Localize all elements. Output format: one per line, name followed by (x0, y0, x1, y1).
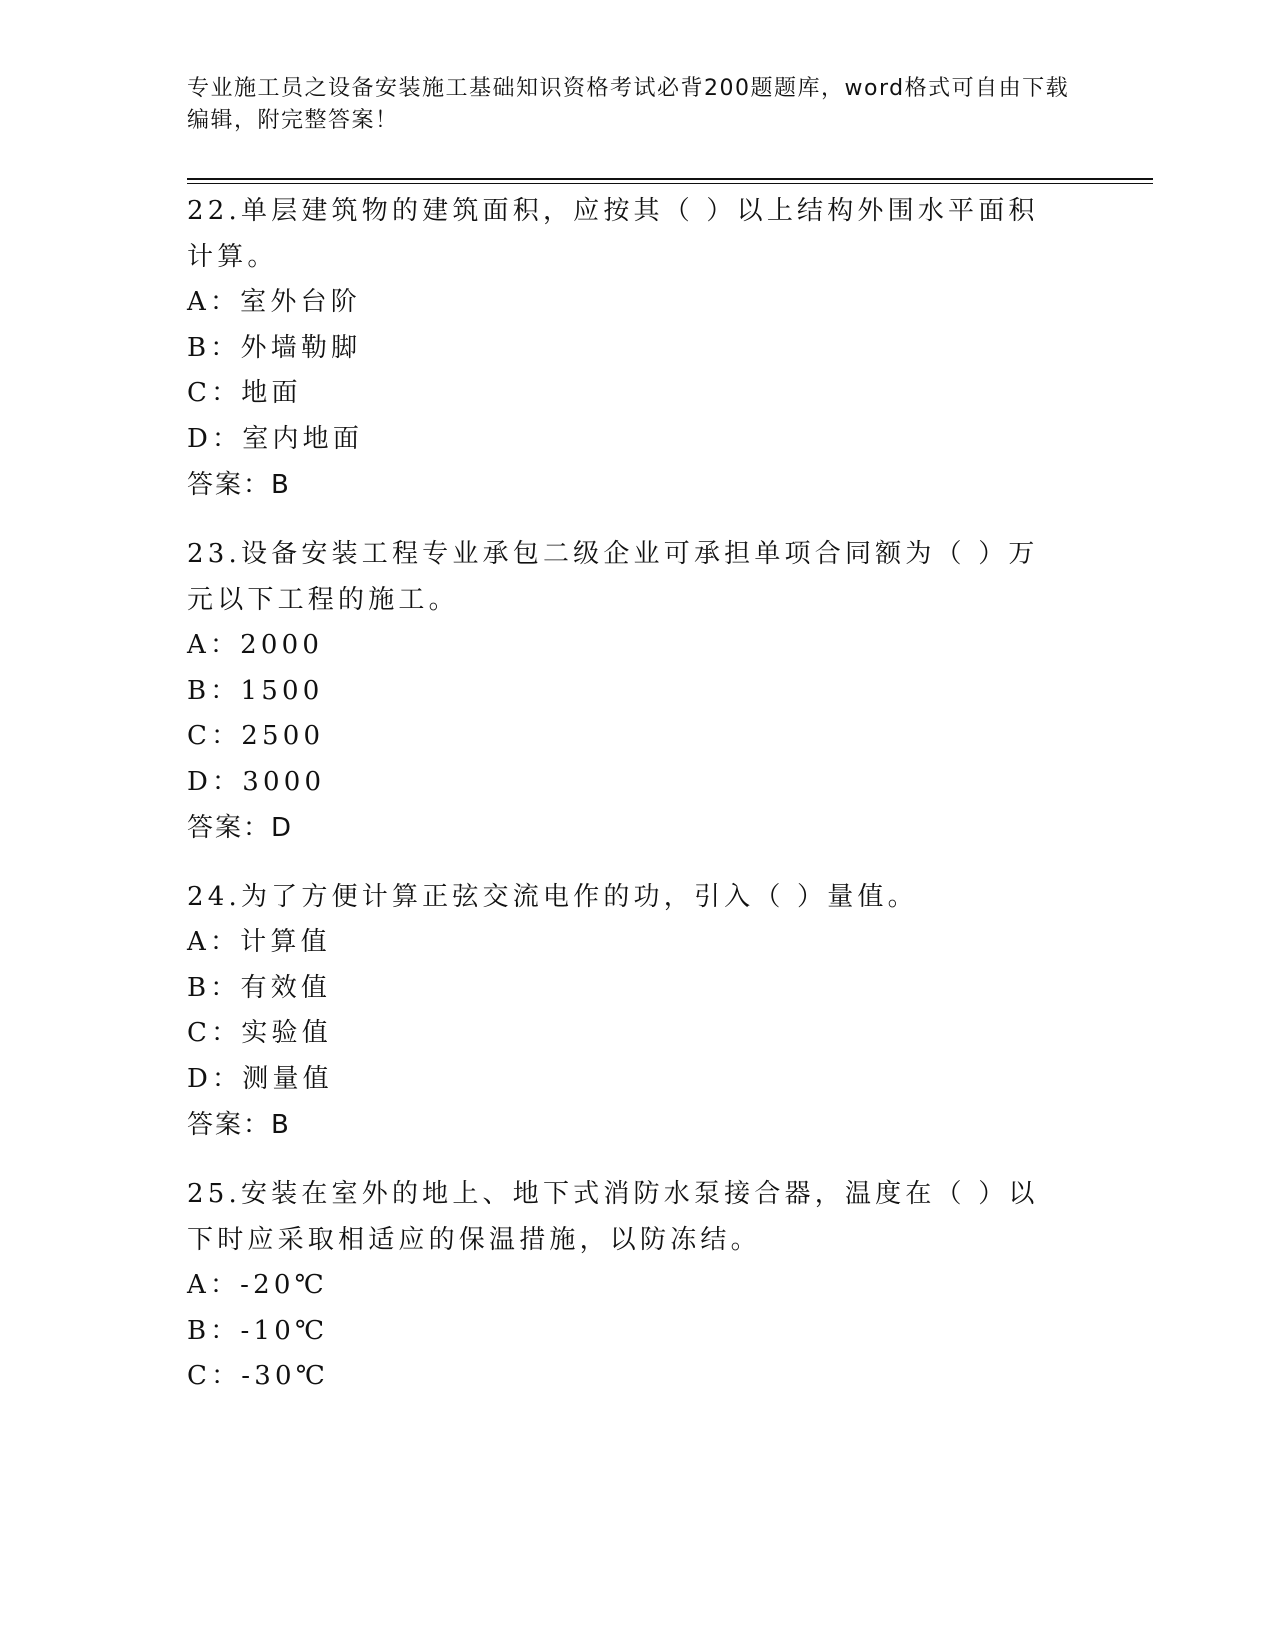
header-divider-thin (187, 183, 1153, 184)
option-b: B：有效值 (187, 972, 332, 1003)
option-d: D：测量值 (187, 1063, 333, 1094)
question-23 (187, 531, 1067, 851)
option-d: D：3000 (187, 766, 326, 797)
option-a: A：计算值 (187, 927, 331, 957)
option-a: A：室外台阶 (187, 287, 361, 317)
option-b: B：1500 (187, 675, 324, 706)
answer-line: 答案：B (187, 470, 291, 500)
answer-line: 答案：B (187, 1110, 291, 1140)
question-25 (187, 1171, 1067, 1400)
option-c: C：2500 (187, 721, 325, 751)
option-a: A：2000 (187, 630, 324, 660)
question-stem: 24.为了方便计算正弦交流电作的功，引入（ ）量值。 (187, 882, 918, 912)
option-d: D：室内地面 (187, 423, 364, 454)
question-list (187, 188, 1067, 1423)
option-b: B：-10℃ (187, 1315, 329, 1346)
answer-line: 答案：D (187, 813, 294, 843)
option-c: C：地面 (187, 378, 302, 408)
question-24 (187, 874, 1067, 1148)
question-stem: 22.单层建筑物的建筑面积，应按其（ ）以上结构外围水平面积计算。 (187, 196, 1039, 272)
question-stem: 23.设备安装工程专业承包二级企业可承担单项合同额为（ ）万元以下工程的施工。 (187, 539, 1039, 615)
document-header-text: 专业施工员之设备安装施工基础知识资格考试必背200题题库，word格式可自由下载编辑，附完整答案！ (187, 76, 1070, 133)
option-c: C：实验值 (187, 1018, 332, 1048)
question-stem: 25.安装在室外的地上、地下式消防水泵接合器，温度在（ ）以下时应采取相适应的保温措施，以防冻结。 (187, 1179, 1039, 1255)
option-c: C：-30℃ (187, 1361, 330, 1391)
option-b: B：外墙勒脚 (187, 332, 362, 363)
header-divider-thick (187, 178, 1153, 180)
option-a: A：-20℃ (187, 1270, 328, 1300)
question-22 (187, 188, 1067, 508)
